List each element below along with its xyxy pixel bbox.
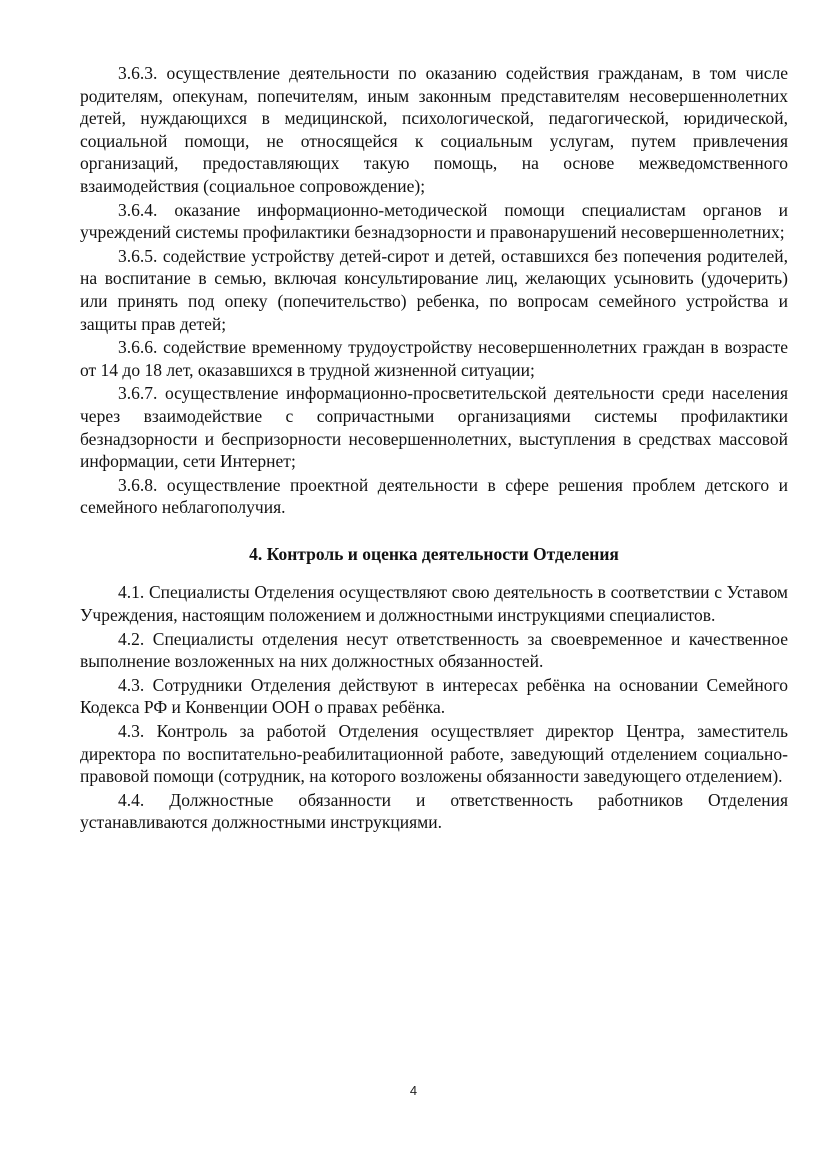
paragraph-3-6-5: 3.6.5. содействие устройству детей-сирот и детей, оставшихся без попечения родителей, на воспитание в семью, включая консультирование лиц, желающих усыновить (удочерить) или принять под опеку (попечительство) ребенка, по вопросам семейного устройства и защиты прав детей; xyxy=(80,245,788,334)
paragraph-4-3-b: 4.3. Контроль за работой Отделения осуществляет директор Центра, заместитель директора по воспитательно-реабилитационной работе, заведующий отделением социально-правовой помощи (сотрудник, на которого возложены обязанности заведующего отделением). xyxy=(80,721,788,787)
paragraph-3-6-8: 3.6.8. осуществление проектной деятельности в сфере решения проблем детского и семейного неблагополучия. xyxy=(80,474,788,518)
document-body xyxy=(80,62,788,834)
paragraph-4-3-a: 4.3. Сотрудники Отделения действуют в интересах ребёнка на основании Семейного Кодекса РФ и Конвенции ООН о правах ребёнка. xyxy=(80,674,788,718)
section-heading: 4. Контроль и оценка деятельности Отделения xyxy=(249,543,619,564)
paragraph-3-6-3: 3.6.3. осуществление деятельности по оказанию содействия гражданам, в том числе родителям, опекунам, попечителям, иным законным представителям несовершеннолетних детей, нуждающихся в медицинской, психологической, педагогической, юридической, социальной помощи, не относящейся к социальным услугам, путем привлечения организаций, предоставляющих такую помощь, на основе межведомственного взаимодействия (социальное сопровождение); xyxy=(80,63,788,196)
paragraph-4-4: 4.4. Должностные обязанности и ответственность работников Отделения устанавливаются должностными инструкциями. xyxy=(80,789,788,833)
paragraph-3-6-7: 3.6.7. осуществление информационно-просветительской деятельности среди населения через взаимодействие с сопричастными организациями системы профилактики безнадзорности и беспризорности несовершеннолетних, выступления в средствах массовой информации, сети Интернет; xyxy=(80,383,788,472)
paragraph-3-6-4: 3.6.4. оказание информационно-методической помощи специалистам органов и учреждений системы профилактики безнадзорности и правонарушений несовершеннолетних; xyxy=(80,199,788,243)
paragraph-3-6-6: 3.6.6. содействие временному трудоустройству несовершеннолетних граждан в возрасте от 14 до 18 лет, оказавшихся в трудной жизненной ситуации; xyxy=(80,337,788,380)
paragraph-4-2: 4.2. Специалисты отделения несут ответственность за своевременное и качественное выполнение возложенных на них должностных обязанностей. xyxy=(80,628,788,672)
paragraph-4-1: 4.1. Специалисты Отделения осуществляют свою деятельность в соответствии с Уставом Учреждения, настоящим положением и должностными инструкциями специалистов. xyxy=(80,582,788,626)
page-number: 4 xyxy=(409,1083,418,1098)
